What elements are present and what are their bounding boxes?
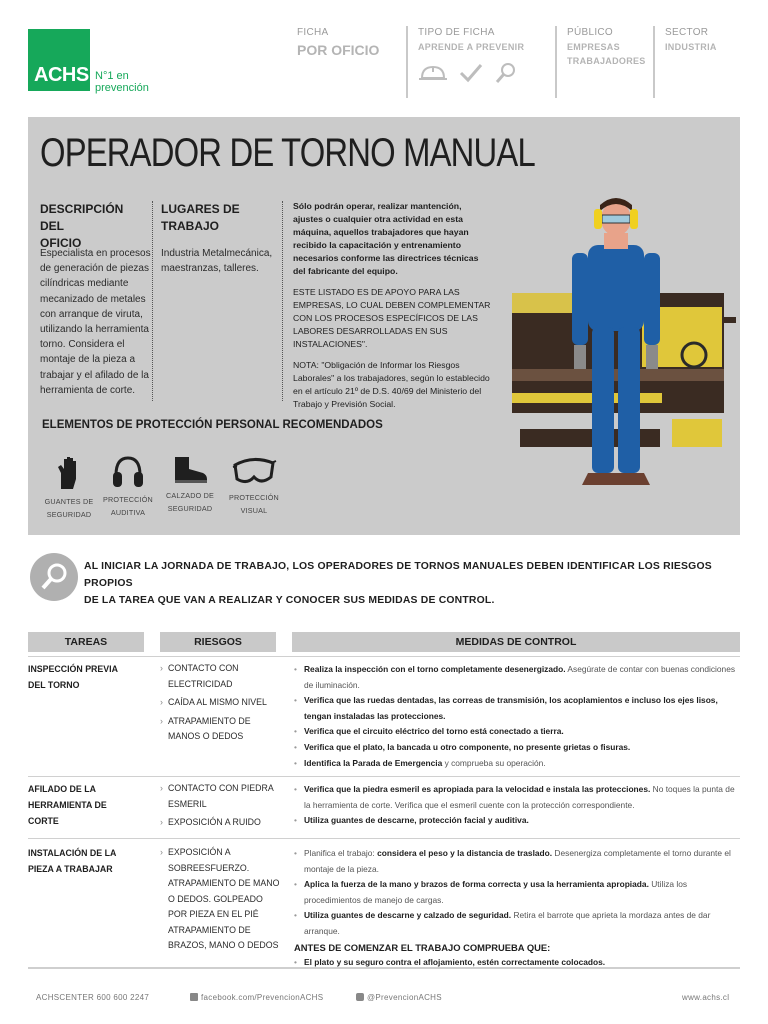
measure-item bbox=[294, 693, 740, 724]
worker-lathe-illustration bbox=[508, 197, 740, 497]
measure-bold: Utiliza guantes de descarne y calzado de seguridad. bbox=[304, 910, 512, 921]
risk-item bbox=[160, 714, 280, 745]
divider bbox=[152, 201, 153, 401]
measure-bold: considera el peso y la distancia de traslado. bbox=[377, 848, 553, 858]
note-listado: ESTE LISTADO ES DE APOYO PARA LAS EMPRESAS, LO CUAL DEBEN COMPLEMENTAR CON LOS PROCESOS ESPECÍFICOS DE LAS LABORES DESARROLLADAS EN SUS INSTALACIONES". bbox=[293, 287, 491, 349]
measure-bold: El plato y su seguro contra el aflojamiento, estén correctamente colocados. bbox=[304, 957, 606, 968]
risk-text: ATRAPAMIENTO DE MANO bbox=[168, 878, 280, 888]
risk-text: EXPOSICIÓN A bbox=[168, 847, 231, 857]
measure-text: Retira el barrote que aprieta la mordaza antes de dar arranque. bbox=[304, 910, 711, 936]
task-line: INSPECCIÓN PREVIA bbox=[28, 664, 118, 674]
risk-item bbox=[160, 781, 280, 812]
measure-bold: Verifica que el plato, la bancada u otro componente, no presente grietas o fisuras. bbox=[304, 741, 631, 752]
measure-text: No toques la punta de la herramienta de corte. Verifica que el esmeril cuente con la protección correspondiente. bbox=[304, 784, 735, 810]
descripcion-line: utilizando la herramienta bbox=[40, 324, 149, 336]
row-divider bbox=[28, 776, 740, 777]
epp-label-1: PROTECCIÓN bbox=[103, 495, 153, 504]
table-row-measures bbox=[294, 662, 740, 771]
publico-value-1: EMPRESAS bbox=[567, 42, 620, 52]
descripcion-line: montaje de la pieza a bbox=[40, 354, 136, 366]
epp-label-1: CALZADO DE bbox=[166, 491, 214, 500]
measure-item bbox=[294, 756, 740, 772]
footer-divider bbox=[28, 967, 740, 969]
descripcion-text bbox=[40, 246, 152, 398]
note-obligacion: NOTA: "Obligación de Informar los Riesgos Laborales" a los trabajadores, según lo establecido en el artículo 21º de D.S. 40/69 del Ministerio del Trabajo y Previsión Social. bbox=[293, 360, 490, 409]
table-row-task bbox=[28, 845, 138, 877]
descripcion-line: mecanizado de metales bbox=[40, 293, 146, 305]
table-row-task bbox=[28, 781, 138, 829]
footer-facebook[interactable] bbox=[190, 993, 323, 1002]
lugares-heading bbox=[161, 201, 271, 235]
measure-text: Planifica el trabajo: bbox=[304, 848, 378, 858]
task-line: INSTALACIÓN DE LA bbox=[28, 848, 117, 858]
risk-text: EXPOSICIÓN A RUIDO bbox=[168, 817, 261, 827]
measure-bold: Verifica que el circuito eléctrico del torno está conectado a tierra. bbox=[304, 726, 564, 737]
measure-subheading: ANTES DE COMENZAR EL TRABAJO COMPRUEBA QUE: bbox=[294, 941, 551, 953]
row-divider bbox=[28, 838, 740, 839]
logo-text: ACHS bbox=[34, 64, 89, 86]
task-line: PIEZA A TRABAJAR bbox=[28, 864, 113, 874]
footer-twitter[interactable] bbox=[356, 993, 442, 1002]
risk-item bbox=[160, 815, 280, 831]
lugares-heading-2: TRABAJO bbox=[161, 219, 220, 233]
descripcion-line: torno. Considera el bbox=[40, 339, 125, 351]
callout-line-1: AL INICIAR LA JORNADA DE TRABAJO, LOS OPERADORES DE TORNOS MANUALES DEBEN IDENTIFICAR LOS RIESGOS PROPIOS bbox=[84, 561, 712, 589]
epp-label-1: PROTECCIÓN bbox=[229, 493, 279, 502]
risk-text: CONTACTO CON bbox=[168, 663, 239, 673]
measure-text: Utiliza los procedimientos de manejo de cargas. bbox=[304, 879, 688, 905]
twitter-icon bbox=[356, 993, 364, 1001]
sector-value: INDUSTRIA bbox=[665, 42, 717, 52]
measure-bold: Verifica que la piedra esmeril es apropiada para la velocidad e instala las protecciones. bbox=[304, 784, 651, 794]
search-circle-icon bbox=[30, 553, 78, 601]
publico-value-2: TRABAJADORES bbox=[567, 56, 646, 66]
goggles-icon bbox=[231, 455, 277, 487]
descripcion-line: de generación de piezas bbox=[40, 263, 149, 275]
risk-text: CONTACTO CON PIEDRA bbox=[168, 783, 274, 793]
epp-label-1: GUANTES DE bbox=[44, 497, 94, 506]
measure-bold: Aplica la fuerza de la mano y brazos de forma correcta y usa la herramienta apropiada. bbox=[304, 879, 649, 890]
tagline-line-2: prevención bbox=[95, 82, 149, 94]
measure-item bbox=[294, 724, 740, 740]
header-tipo bbox=[406, 26, 524, 98]
boot-icon bbox=[171, 455, 209, 485]
header-ficha bbox=[287, 26, 379, 98]
measure-bold: Verifica que las ruedas dentadas, las correas de transmisión, los acoplamientos e incluso los ejes lisos, tengan instaladas las protecciones. bbox=[304, 695, 718, 721]
column-header-medidas: MEDIDAS DE CONTROL bbox=[292, 632, 740, 652]
ficha-label: FICHA bbox=[297, 27, 329, 38]
risk-item bbox=[160, 845, 280, 954]
hero-panel bbox=[28, 117, 740, 535]
lugares-line: Industria Metalmecánica, bbox=[161, 248, 273, 259]
achs-logo bbox=[28, 29, 90, 91]
glove-icon bbox=[55, 455, 83, 491]
descripcion-line: Especialista en procesos bbox=[40, 248, 151, 259]
epp-auditiva bbox=[97, 455, 159, 519]
table-row-task bbox=[28, 661, 138, 693]
risk-text: MANOS O DEDOS bbox=[168, 731, 244, 741]
measure-item bbox=[294, 740, 740, 756]
measure-text: y comprueba su operación. bbox=[442, 757, 546, 768]
risk-text: ESMERIL bbox=[168, 798, 207, 809]
table-row-risks bbox=[160, 661, 280, 748]
risk-text: ATRAPAMIENTO DE bbox=[168, 715, 251, 726]
check-icon bbox=[458, 62, 484, 84]
ficha-value: POR OFICIO bbox=[297, 42, 380, 58]
footer-web[interactable]: www.achs.cl bbox=[682, 993, 730, 1002]
table-row-risks bbox=[160, 781, 280, 834]
descripcion-heading bbox=[40, 201, 150, 252]
measure-item bbox=[294, 662, 740, 693]
epp-visual bbox=[223, 455, 285, 517]
magnifier-icon bbox=[494, 62, 518, 84]
footer-achscenter: ACHSCENTER 600 600 2247 bbox=[36, 993, 150, 1002]
notes-block bbox=[293, 200, 493, 419]
page-title: OPERADOR DE TORNO MANUAL bbox=[40, 131, 535, 175]
risk-text: ELECTRICIDAD bbox=[168, 678, 233, 689]
risk-text: O DEDOS. GOLPEADO bbox=[168, 893, 263, 904]
callout-text bbox=[84, 558, 724, 609]
lugares-text bbox=[161, 246, 281, 276]
row-divider bbox=[28, 656, 740, 657]
descripcion-line: con arranque de viruta, bbox=[40, 308, 143, 320]
epp-label-2: SEGURIDAD bbox=[167, 504, 213, 513]
task-line: HERRAMIENTA DE CORTE bbox=[28, 800, 107, 826]
publico-label: PÚBLICO bbox=[567, 27, 614, 38]
measure-item bbox=[294, 813, 740, 829]
risk-text: ATRAPAMIENTO DE bbox=[168, 924, 251, 935]
sector-label: SECTOR bbox=[665, 27, 709, 38]
table-row-measures bbox=[294, 782, 740, 829]
epp-label-2: AUDITIVA bbox=[110, 508, 146, 517]
note-capacitacion: Sólo podrán operar, realizar mantención, ajustes o cualquier otra actividad en esta máquina, aquellos trabajadores que hayan recibido la capacitación y entrenamiento necesarios conforme las directrices técnicas del fabricante del equipo. bbox=[293, 201, 479, 276]
descripcion-heading-2: OFICIO bbox=[40, 236, 82, 250]
header-publico bbox=[555, 26, 646, 98]
measure-item bbox=[294, 908, 740, 939]
epp-label-2: VISUAL bbox=[240, 506, 268, 515]
risk-text: BRAZOS, MANO O DEDOS bbox=[168, 940, 279, 950]
tagline-line-1: N°1 en bbox=[95, 70, 129, 82]
descripcion-line: cilíndricas mediante bbox=[40, 278, 129, 290]
facebook-icon bbox=[190, 993, 198, 1001]
risk-item bbox=[160, 661, 280, 692]
epp-guantes bbox=[38, 455, 100, 521]
descripcion-line: trabajar y el afilado de la bbox=[40, 369, 149, 381]
table-row-measures bbox=[294, 846, 740, 971]
lugares-line: maestranzas, talleres. bbox=[161, 263, 259, 275]
measure-item bbox=[294, 877, 740, 908]
measure-item bbox=[294, 782, 740, 813]
descripcion-heading-1: DESCRIPCIÓN DEL bbox=[40, 202, 124, 233]
table-row-risks bbox=[160, 845, 280, 957]
twitter-link[interactable]: @PrevencionACHS bbox=[367, 993, 442, 1002]
measure-bold: Identifica la Parada de Emergencia bbox=[304, 757, 443, 768]
header-sector bbox=[653, 26, 717, 98]
divider bbox=[282, 201, 283, 401]
epp-label-2: SEGURIDAD bbox=[46, 510, 92, 519]
measure-bold: Utiliza guantes de descarne, protección facial y auditiva. bbox=[304, 815, 529, 826]
measure-bold: Realiza la inspección con el torno completamente desenergizado. bbox=[304, 664, 566, 674]
helmet-icon bbox=[418, 62, 448, 84]
callout-line-2: DE LA TAREA QUE VAN A REALIZAR Y CONOCER SUS MEDIDAS DE CONTROL. bbox=[84, 595, 495, 606]
column-header-tareas: TAREAS bbox=[28, 632, 144, 652]
risk-text: POR PIEZA EN EL PIÉ bbox=[168, 909, 259, 919]
facebook-link[interactable]: facebook.com/PrevencionACHS bbox=[201, 993, 324, 1002]
risk-item bbox=[160, 695, 280, 711]
task-line: DEL TORNO bbox=[28, 680, 80, 690]
tipo-label: TIPO DE FICHA bbox=[418, 27, 495, 38]
brand-tagline bbox=[95, 70, 149, 94]
descripcion-line: herramienta de corte. bbox=[40, 384, 136, 396]
lugares-heading-1: LUGARES DE bbox=[161, 202, 240, 216]
column-header-riesgos: RIESGOS bbox=[160, 632, 276, 652]
risk-text: SOBREESFUERZO. bbox=[168, 862, 250, 873]
measure-text: Desenergiza completamente el torno durante el montaje de la pieza. bbox=[304, 848, 731, 874]
epp-title: ELEMENTOS DE PROTECCIÓN PERSONAL RECOMENDADOS bbox=[42, 419, 383, 431]
epp-calzado bbox=[159, 455, 221, 515]
earmuff-icon bbox=[111, 455, 145, 489]
tipo-value: APRENDE A PREVENIR bbox=[418, 42, 525, 52]
task-line: AFILADO DE LA bbox=[28, 784, 96, 794]
risk-text: CAÍDA AL MISMO NIVEL bbox=[168, 697, 267, 707]
measure-item bbox=[294, 846, 740, 877]
measure-text: Asegúrate de contar con buenas condiciones de iluminación. bbox=[304, 664, 736, 690]
